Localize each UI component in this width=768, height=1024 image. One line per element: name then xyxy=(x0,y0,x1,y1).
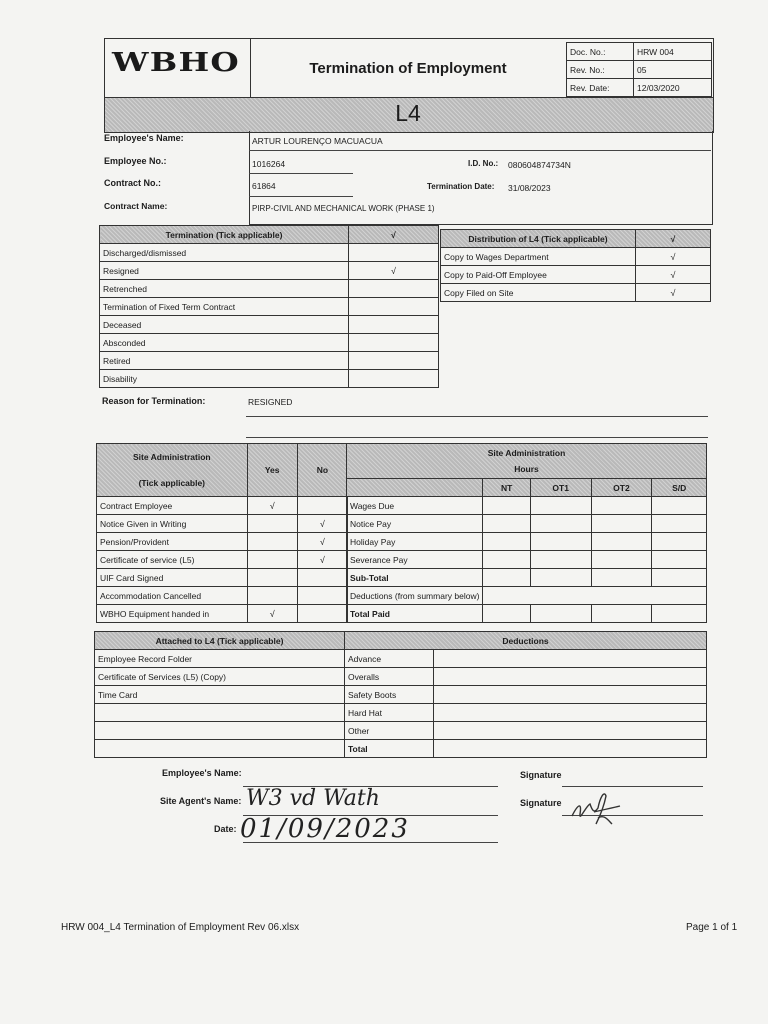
deductions-table xyxy=(344,631,707,758)
contract-name-label: Contract Name: xyxy=(104,201,168,211)
termination-row xyxy=(100,352,439,370)
termination-tick-cell xyxy=(349,370,439,388)
hours-header-line1: Site Administration xyxy=(487,448,566,458)
site-admin-header-line1: Site Administration xyxy=(132,452,211,462)
distribution-table xyxy=(440,229,711,302)
hours-row xyxy=(347,551,707,569)
doc-info-table xyxy=(566,42,712,97)
rev-no-label: Rev. No.: xyxy=(567,61,634,79)
deduction-row xyxy=(345,704,707,722)
employee-name-label: Employee's Name: xyxy=(104,133,184,143)
signoff-signature-label-1: Signature xyxy=(520,770,562,780)
hours-value-cell xyxy=(591,569,652,587)
hours-row-label: Notice Pay xyxy=(347,515,483,533)
site-admin-row xyxy=(97,587,348,605)
site-admin-no-cell xyxy=(297,569,347,587)
site-admin-row xyxy=(97,533,348,551)
site-admin-yes-cell xyxy=(247,533,297,551)
hours-value-cell xyxy=(483,569,530,587)
site-admin-no-cell xyxy=(297,605,347,623)
attached-item-label: Time Card xyxy=(95,686,345,704)
distribution-option-label: Copy to Wages Department xyxy=(441,248,636,266)
site-admin-row xyxy=(97,569,348,587)
termination-option-label: Discharged/dismissed xyxy=(100,244,349,262)
hours-row xyxy=(347,515,707,533)
deduction-value-cell xyxy=(434,650,707,668)
attached-item-label: Employee Record Folder xyxy=(95,650,345,668)
hours-value-cell xyxy=(591,551,652,569)
site-admin-yes-cell: √ xyxy=(247,497,297,515)
termination-row xyxy=(100,280,439,298)
id-no-label: I.D. No.: xyxy=(468,159,499,168)
distribution-tick-cell: √ xyxy=(636,284,711,302)
attached-row xyxy=(95,686,345,704)
contract-no-value: 61864 xyxy=(252,181,276,191)
distribution-row xyxy=(441,284,711,302)
rev-date-value: 12/03/2020 xyxy=(634,79,712,97)
hours-col-header: S/D xyxy=(652,479,707,497)
hours-value-cell xyxy=(530,533,591,551)
contract-no-label: Contract No.: xyxy=(104,178,161,188)
attached-row xyxy=(95,650,345,668)
termination-tick-cell xyxy=(349,316,439,334)
hours-value-cell xyxy=(483,551,530,569)
hours-table xyxy=(346,443,707,623)
site-admin-item-label: WBHO Equipment handed in xyxy=(97,605,248,623)
hours-value-cell xyxy=(652,515,707,533)
hours-value-cell xyxy=(530,605,591,623)
deduction-value-cell xyxy=(434,722,707,740)
termination-row xyxy=(100,298,439,316)
site-admin-yes-cell: √ xyxy=(247,605,297,623)
deduction-value-cell xyxy=(434,740,707,758)
hours-header-line2: Hours xyxy=(514,464,539,474)
termination-option-label: Disability xyxy=(100,370,349,388)
id-no-value: 080604874734N xyxy=(508,160,571,170)
distribution-tick-cell: √ xyxy=(636,248,711,266)
termination-row xyxy=(100,316,439,334)
attached-row xyxy=(95,740,345,758)
deduction-item-label: Hard Hat xyxy=(345,704,434,722)
attached-item-label xyxy=(95,704,345,722)
footer-page: Page 1 of 1 xyxy=(686,922,738,933)
deduction-value-cell xyxy=(434,686,707,704)
deduction-item-label: Advance xyxy=(345,650,434,668)
deduction-row xyxy=(345,722,707,740)
site-admin-no-cell: √ xyxy=(297,551,347,569)
date-value: 01/09/2023 xyxy=(240,814,410,844)
attached-row xyxy=(95,668,345,686)
reason-value: RESIGNED xyxy=(248,397,293,407)
site-agent-name-value: W3 vd Wath xyxy=(246,786,380,811)
attached-header: Attached to L4 (Tick applicable) xyxy=(95,632,345,650)
termination-option-label: Retired xyxy=(100,352,349,370)
hours-value-cell xyxy=(591,497,652,515)
termination-tick-cell: √ xyxy=(349,262,439,280)
distribution-row xyxy=(441,248,711,266)
termination-tick-cell xyxy=(349,298,439,316)
termination-row xyxy=(100,334,439,352)
termination-tick-cell xyxy=(349,244,439,262)
hours-row xyxy=(347,569,707,587)
hours-col-header: NT xyxy=(483,479,530,497)
attached-table xyxy=(94,631,345,758)
site-admin-item-label: Accommodation Cancelled xyxy=(97,587,248,605)
site-admin-item-label: Notice Given in Writing xyxy=(97,515,248,533)
hours-col-header: OT1 xyxy=(530,479,591,497)
rev-no-value: 05 xyxy=(634,61,712,79)
hours-value-cell xyxy=(530,569,591,587)
attached-row xyxy=(95,704,345,722)
hours-value-cell xyxy=(530,551,591,569)
hours-row-label: Holiday Pay xyxy=(347,533,483,551)
site-admin-header-line2: (Tick applicable) xyxy=(138,478,206,488)
site-admin-no-cell: √ xyxy=(297,533,347,551)
hours-value-cell xyxy=(530,515,591,533)
site-admin-yes-cell xyxy=(247,587,297,605)
site-admin-yes-cell xyxy=(247,515,297,533)
hours-row-label: Total Paid xyxy=(347,605,483,623)
deduction-item-label: Total xyxy=(345,740,434,758)
termination-row xyxy=(100,262,439,280)
site-admin-row xyxy=(97,515,348,533)
attached-item-label: Certificate of Services (L5) (Copy) xyxy=(95,668,345,686)
logo: WBHO xyxy=(112,48,240,78)
hours-value-cell xyxy=(483,515,530,533)
hours-row-blank xyxy=(483,587,707,605)
hours-value-cell xyxy=(652,569,707,587)
deduction-row xyxy=(345,650,707,668)
site-agent-name-label: Site Agent's Name: xyxy=(160,796,242,806)
deduction-value-cell xyxy=(434,668,707,686)
hours-value-cell xyxy=(652,551,707,569)
termination-row xyxy=(100,370,439,388)
hours-header xyxy=(347,444,707,479)
site-admin-header xyxy=(97,444,248,497)
site-admin-item-label: Certificate of service (L5) xyxy=(97,551,248,569)
hours-row-label: Deductions (from summary below) xyxy=(347,587,483,605)
employee-no-value: 1016264 xyxy=(252,159,286,169)
termination-table xyxy=(99,225,439,388)
termination-tick-cell xyxy=(349,280,439,298)
termination-tick-cell xyxy=(349,352,439,370)
hours-row-label: Severance Pay xyxy=(347,551,483,569)
hours-blank-header xyxy=(347,479,483,497)
site-admin-no-cell xyxy=(297,497,347,515)
deductions-header: Deductions xyxy=(345,632,707,650)
termination-option-label: Absconded xyxy=(100,334,349,352)
hours-row-label: Wages Due xyxy=(347,497,483,515)
distribution-option-label: Copy Filed on Site xyxy=(441,284,636,302)
distribution-tick-header: √ xyxy=(636,230,711,248)
hours-value-cell xyxy=(652,533,707,551)
termination-option-label: Resigned xyxy=(100,262,349,280)
deduction-row xyxy=(345,740,707,758)
hours-value-cell xyxy=(591,533,652,551)
deduction-item-label: Overalls xyxy=(345,668,434,686)
distribution-row xyxy=(441,266,711,284)
site-admin-row xyxy=(97,497,348,515)
distribution-option-label: Copy to Paid-Off Employee xyxy=(441,266,636,284)
site-admin-no-cell xyxy=(297,587,347,605)
signoff-signature-label-2: Signature xyxy=(520,798,562,808)
site-admin-row xyxy=(97,605,348,623)
hours-value-cell xyxy=(483,497,530,515)
hours-value-cell xyxy=(530,497,591,515)
hours-row xyxy=(347,605,707,623)
hours-col-header: OT2 xyxy=(591,479,652,497)
rev-date-label: Rev. Date: xyxy=(567,79,634,97)
hours-row xyxy=(347,587,707,605)
site-admin-no-cell: √ xyxy=(297,515,347,533)
site-admin-yes-cell xyxy=(247,551,297,569)
attached-item-label xyxy=(95,740,345,758)
hours-row xyxy=(347,533,707,551)
deduction-row xyxy=(345,686,707,704)
distribution-tick-cell: √ xyxy=(636,266,711,284)
date-label: Date: xyxy=(214,824,237,834)
contract-name-value: PIRP-CIVIL AND MECHANICAL WORK (PHASE 1) xyxy=(252,204,435,213)
hours-row-label: Sub-Total xyxy=(347,569,483,587)
doc-no-value: HRW 004 xyxy=(634,43,712,61)
deduction-item-label: Other xyxy=(345,722,434,740)
hours-value-cell xyxy=(591,605,652,623)
site-admin-item-label: Contract Employee xyxy=(97,497,248,515)
termination-date-label: Termination Date: xyxy=(427,182,495,191)
footer-filename: HRW 004_L4 Termination of Employment Rev 06.xlsx xyxy=(61,922,300,933)
reason-label: Reason for Termination: xyxy=(102,396,206,406)
hours-value-cell xyxy=(652,605,707,623)
signoff-employee-name-label: Employee's Name: xyxy=(162,768,242,778)
termination-row xyxy=(100,244,439,262)
termination-option-label: Retrenched xyxy=(100,280,349,298)
doc-no-label: Doc. No.: xyxy=(567,43,634,61)
form-title: Termination of Employment xyxy=(309,60,507,77)
termination-date-value: 31/08/2023 xyxy=(508,183,551,193)
no-header: No xyxy=(297,444,347,497)
deduction-row xyxy=(345,668,707,686)
deduction-value-cell xyxy=(434,704,707,722)
distribution-header: Distribution of L4 (Tick applicable) xyxy=(441,230,636,248)
site-admin-yes-cell xyxy=(247,569,297,587)
form-code: L4 xyxy=(395,100,421,126)
site-admin-item-label: UIF Card Signed xyxy=(97,569,248,587)
termination-option-label: Termination of Fixed Term Contract xyxy=(100,298,349,316)
employee-name-value: ARTUR LOURENÇO MACUACUA xyxy=(252,136,383,146)
employee-no-label: Employee No.: xyxy=(104,156,167,166)
termination-tick-cell xyxy=(349,334,439,352)
termination-tick-header: √ xyxy=(349,226,439,244)
hours-value-cell xyxy=(652,497,707,515)
termination-header: Termination (Tick applicable) xyxy=(100,226,349,244)
signature-mark xyxy=(568,784,628,834)
attached-row xyxy=(95,722,345,740)
yes-header: Yes xyxy=(247,444,297,497)
site-admin-table xyxy=(96,443,348,623)
hours-value-cell xyxy=(591,515,652,533)
termination-option-label: Deceased xyxy=(100,316,349,334)
deduction-item-label: Safety Boots xyxy=(345,686,434,704)
hours-value-cell xyxy=(483,533,530,551)
site-admin-item-label: Pension/Provident xyxy=(97,533,248,551)
site-admin-row xyxy=(97,551,348,569)
attached-item-label xyxy=(95,722,345,740)
hours-value-cell xyxy=(483,605,530,623)
hours-row xyxy=(347,497,707,515)
